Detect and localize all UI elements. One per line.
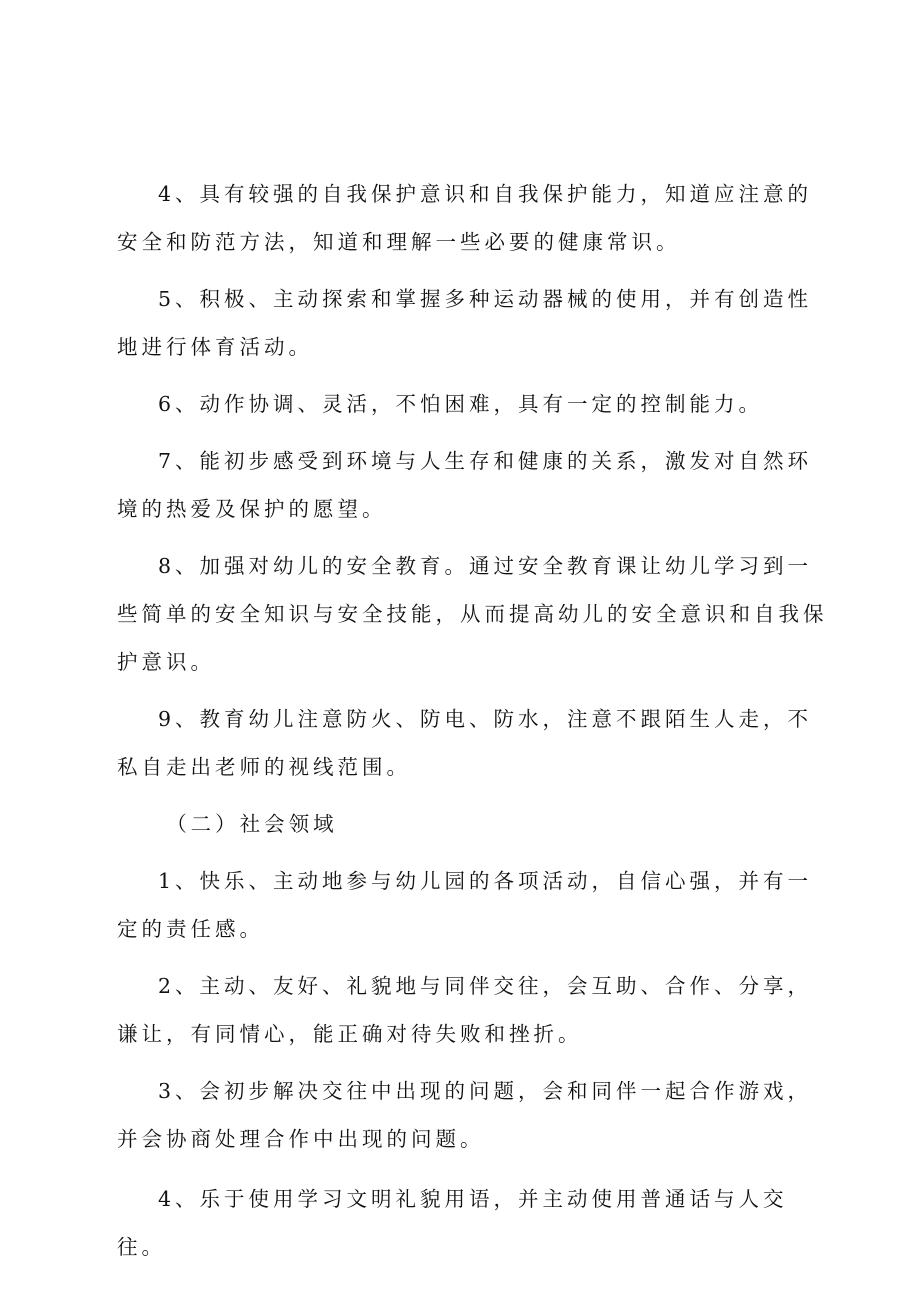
paragraph-social-4: 4、乐于使用学习文明礼貌用语，并主动使用普通话与人交往。: [117, 1187, 788, 1259]
paragraph-health-6: 6、动作协调、灵活，不怕困难，具有一定的控制能力。: [158, 392, 764, 416]
paragraph-social-3: 3、会初步解决交往中出现的问题，会和同伴一起合作游戏，并会协商处理合作中出现的问题。: [117, 1079, 813, 1151]
paragraph-health-9: 9、教育幼儿注意防火、防电、防水，注意不跟陌生人走，不私自走出老师的视线范围。: [117, 707, 813, 779]
section-heading-social: （二）社会领域: [166, 812, 338, 836]
document-body: [117, 170, 829, 1280]
paragraph-health-7: 7、能初步感受到环境与人生存和健康的关系，激发对自然环境的热爱及保护的愿望。: [117, 449, 813, 521]
paragraph-health-4: 4、具有较强的自我保护意识和自我保护能力，知道应注意的安全和防范方法，知道和理解一些必要的健康常识。: [117, 182, 813, 254]
paragraph-health-5: 5、积极、主动探索和掌握多种运动器械的使用，并有创造性地进行体育活动。: [117, 287, 813, 359]
paragraph-social-2: 2、主动、友好、礼貌地与同伴交往，会互助、合作、分享，谦让，有同情心，能正确对待失败和挫折。: [117, 974, 813, 1046]
paragraph-health-8: 8、加强对幼儿的安全教育。通过安全教育课让幼儿学习到一些简单的安全知识与安全技能，从而提高幼儿的安全意识和自我保护意识。: [117, 554, 828, 674]
paragraph-social-1: 1、快乐、主动地参与幼儿园的各项活动，自信心强，并有一定的责任感。: [117, 869, 813, 941]
